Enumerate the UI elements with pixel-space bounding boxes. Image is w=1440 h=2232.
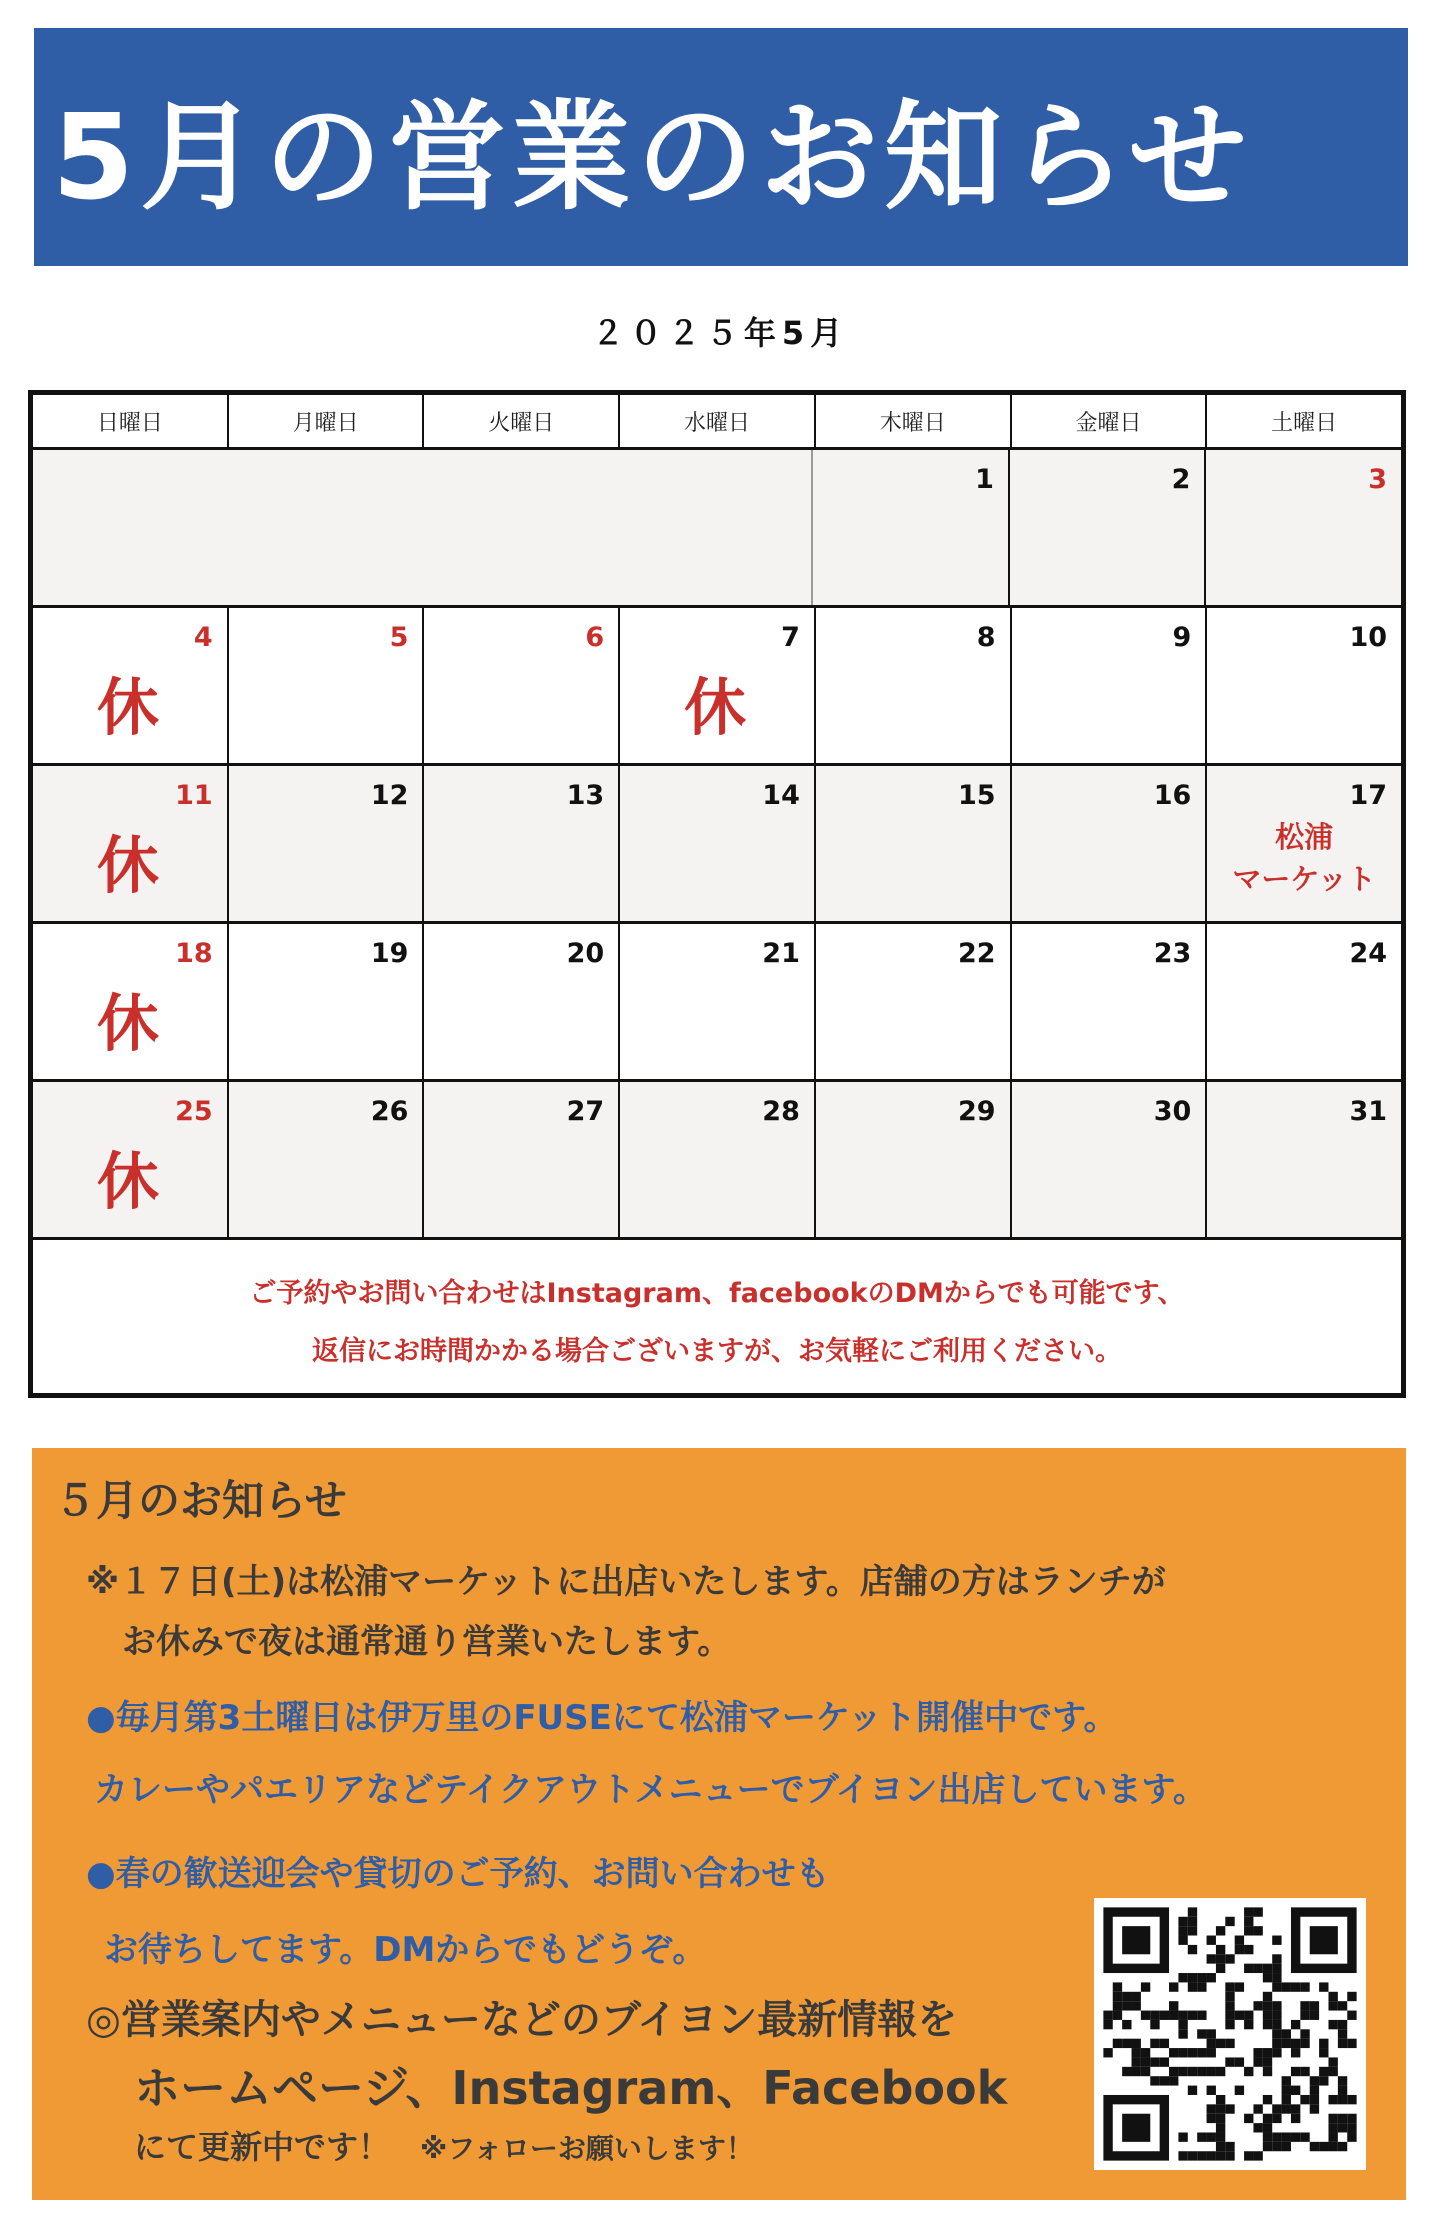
- day-cell: [1012, 766, 1208, 921]
- day-number: 27: [566, 1096, 605, 1127]
- day-cell: [816, 766, 1012, 921]
- day-cell: [1010, 450, 1207, 605]
- day-number: 3: [1368, 464, 1388, 495]
- calendar-week-row: [33, 766, 1401, 924]
- calendar-note: [33, 1240, 1401, 1406]
- info-line-1: ※１７日(土)は松浦マーケットに出店いたします。店舗の方はランチが: [86, 1562, 1166, 1602]
- qr-code[interactable]: [1094, 1898, 1366, 2170]
- day-cell: [620, 766, 816, 921]
- info-line-3: ●毎月第3土曜日は伊万里のFUSEにて松浦マーケット開催中です。: [86, 1698, 1118, 1738]
- closed-mark: 休: [97, 829, 160, 902]
- info-line-2: お休みで夜は通常通り営業いたします。: [122, 1622, 732, 1662]
- day-number: 6: [585, 622, 605, 653]
- day-number: 22: [958, 938, 996, 969]
- day-cell: [33, 1082, 229, 1237]
- day-cell: [33, 608, 229, 763]
- day-number: 23: [1153, 938, 1192, 969]
- day-number: 24: [1349, 938, 1388, 969]
- calendar-week-row: [33, 450, 1401, 608]
- calendar-week-row: [33, 1082, 1401, 1240]
- info-line-6: お待ちしてます。DMからでもどうぞ。: [104, 1930, 707, 1970]
- info-line-5: ●春の歓送迎会や貸切のご予約、お問い合わせも: [86, 1854, 830, 1894]
- day-cell: [424, 1082, 620, 1237]
- weekday-header: 月曜日: [229, 395, 425, 447]
- day-cell: [1207, 608, 1401, 763]
- day-cell: [816, 924, 1012, 1079]
- weekday-header: 金曜日: [1012, 395, 1208, 447]
- info-line-8: ホームページ、Instagram、Facebook: [134, 2061, 1008, 2115]
- event-label-line: マーケット: [1232, 862, 1376, 896]
- weekday-header: 土曜日: [1271, 410, 1338, 436]
- info-line-9-text: にて更新中です！: [134, 2128, 391, 2166]
- calendar-week-row: [33, 924, 1401, 1082]
- day-cell: [1012, 924, 1208, 1079]
- closed-mark: 休: [97, 987, 160, 1060]
- day-cell: [33, 766, 229, 921]
- follow-note: ※フォローお願いします！: [420, 2132, 754, 2165]
- day-number: 4: [193, 622, 213, 653]
- closed-mark: 休: [97, 671, 160, 744]
- day-cell: [620, 608, 816, 763]
- day-cell: [1206, 450, 1401, 605]
- day-number: 15: [958, 780, 996, 811]
- month-label: ２０２５年5月: [591, 314, 849, 352]
- day-number: 1: [975, 464, 994, 495]
- closed-mark: 休: [97, 1145, 160, 1218]
- day-cell: [424, 766, 620, 921]
- day-cell: [33, 924, 229, 1079]
- day-number: 28: [762, 1096, 800, 1127]
- day-number: 13: [566, 780, 605, 811]
- day-number: 5: [389, 622, 409, 653]
- day-number: 7: [781, 622, 800, 653]
- info-panel: [32, 1448, 1406, 2200]
- day-cell: [620, 1082, 816, 1237]
- day-cell: [229, 608, 425, 763]
- calendar-week-row: [33, 608, 1401, 766]
- day-number: 2: [1171, 464, 1191, 495]
- day-number: 20: [566, 938, 605, 969]
- info-line-7: ◎営業案内やメニューなどのブイヨン最新情報を: [86, 1997, 958, 2043]
- title-banner: [34, 28, 1408, 266]
- day-cell: [1207, 766, 1401, 921]
- day-number: 9: [1172, 622, 1192, 653]
- day-cell: [816, 608, 1012, 763]
- weekday-header: 木曜日: [816, 395, 1012, 447]
- day-cell: [1012, 608, 1208, 763]
- day-number: 30: [1153, 1096, 1192, 1127]
- calendar-body: [33, 450, 1401, 1240]
- day-cell: [620, 924, 816, 1079]
- calendar-header-row: [33, 395, 1401, 450]
- qr-code-icon: [1094, 1898, 1366, 2170]
- weekday-header: 火曜日: [424, 395, 620, 447]
- day-cell: [424, 608, 620, 763]
- weekday-header: 日曜日: [33, 395, 229, 447]
- weekday-header: 水曜日: [620, 395, 816, 447]
- info-title: ５月のお知らせ: [54, 1476, 347, 1525]
- day-cell: [1207, 1082, 1401, 1237]
- day-cell: [1207, 924, 1401, 1079]
- day-number: 16: [1153, 780, 1192, 811]
- closed-mark: 休: [684, 671, 747, 744]
- day-cell: [229, 924, 425, 1079]
- day-number: 26: [370, 1096, 409, 1127]
- day-number: 21: [762, 938, 800, 969]
- day-number: 10: [1349, 622, 1388, 653]
- calendar-note-line-1: ご予約やお問い合わせはInstagram、facebookのDMからでも可能です、: [249, 1278, 1185, 1309]
- empty-days: [33, 450, 813, 605]
- day-number: 14: [762, 780, 800, 811]
- day-number: 17: [1349, 780, 1388, 811]
- day-cell: [424, 924, 620, 1079]
- day-number: 8: [976, 622, 996, 653]
- event-label: [1207, 816, 1401, 900]
- day-cell: [813, 450, 1010, 605]
- day-number: 29: [958, 1096, 996, 1127]
- calendar: [28, 390, 1406, 1398]
- day-cell: [229, 1082, 425, 1237]
- calendar-note-line-2: 返信にお時間かかる場合ございますが、お気軽にご利用ください。: [312, 1336, 1122, 1367]
- day-cell: [1012, 1082, 1208, 1237]
- day-cell: [229, 766, 425, 921]
- day-cell: [816, 1082, 1012, 1237]
- info-line-9: [134, 2122, 754, 2168]
- day-number: 31: [1349, 1096, 1388, 1127]
- info-line-4: カレーやパエリアなどテイクアウトメニューでブイヨン出店しています。: [94, 1770, 1207, 1810]
- day-number: 12: [370, 780, 409, 811]
- day-number: 19: [370, 938, 409, 969]
- page-title: 5月の営業のお知らせ: [52, 88, 1253, 226]
- day-number: 25: [175, 1096, 213, 1127]
- day-number: 11: [175, 780, 213, 811]
- day-number: 18: [175, 938, 213, 969]
- event-label-line: 松浦: [1275, 820, 1334, 854]
